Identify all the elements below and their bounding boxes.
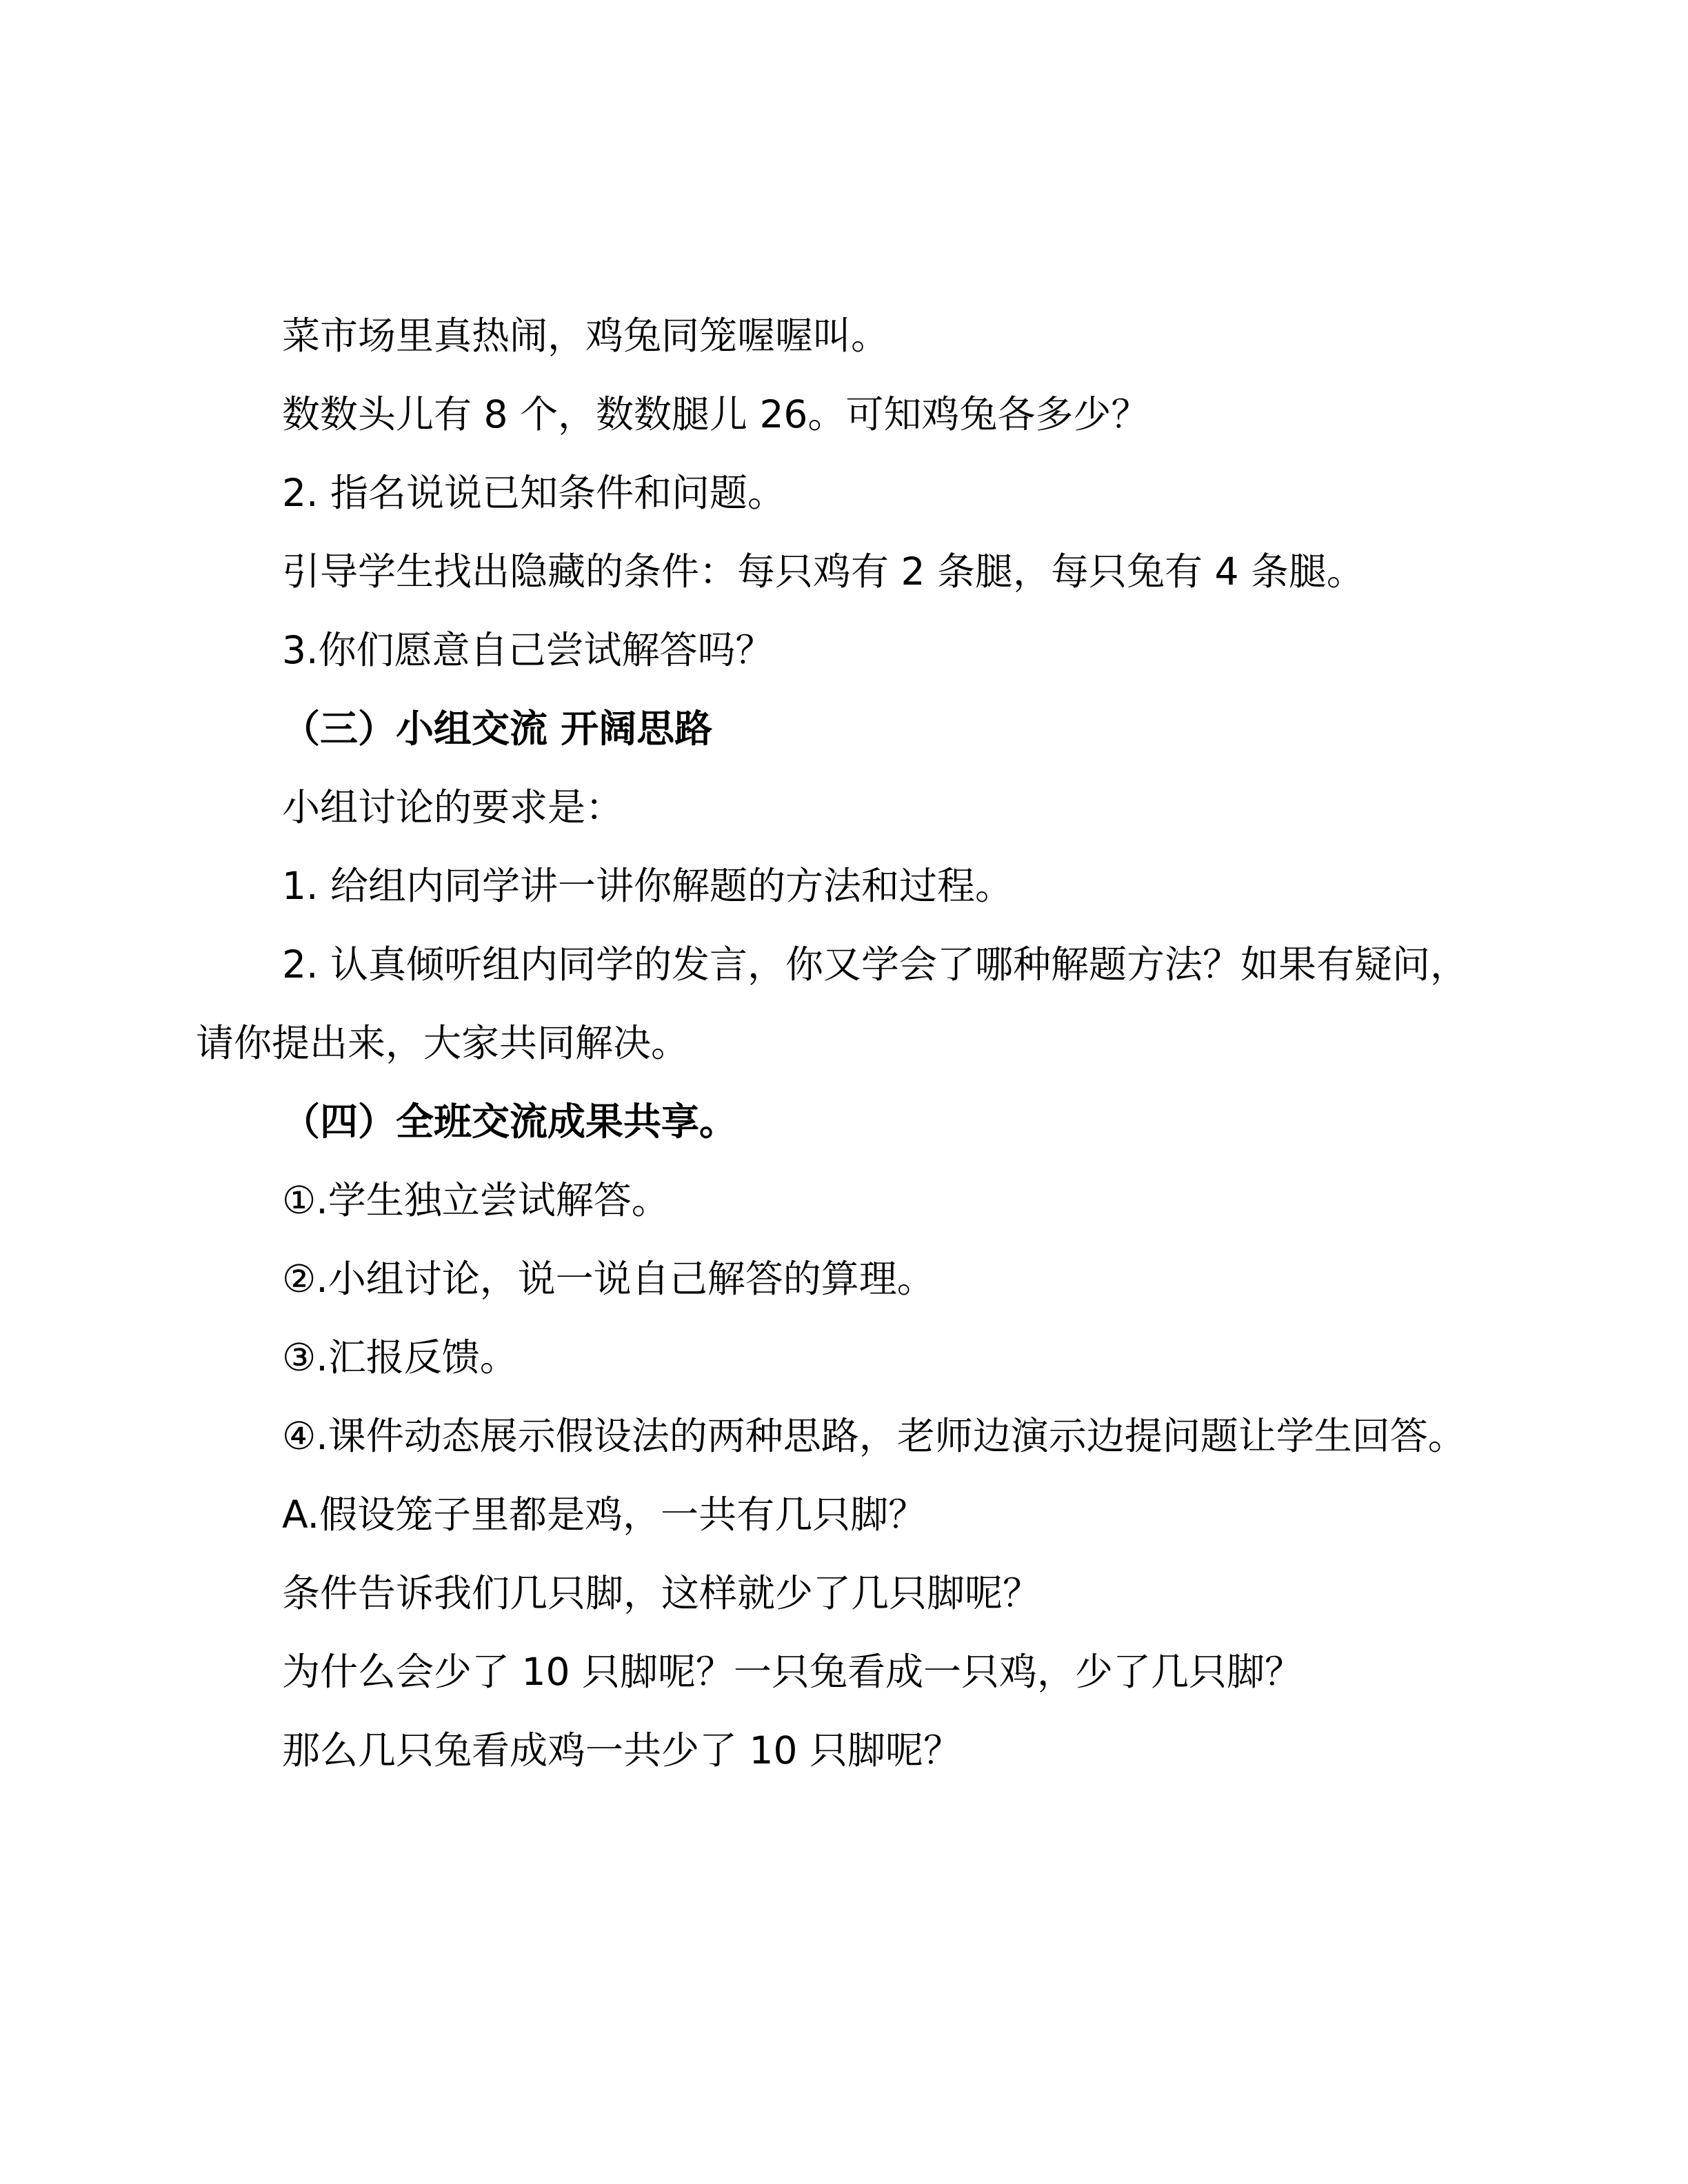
rhyme-line-2: 数数头儿有 8 个，数数腿儿 26。可知鸡兔各多少？: [282, 392, 1149, 436]
question-why-10-feet: 为什么会少了 10 只脚呢？一只兔看成一只鸡，少了几只脚？: [282, 1650, 1303, 1694]
step-3-try-solving: 3.你们愿意自己尝试解答吗？: [282, 628, 774, 672]
section-3-heading: （三）小组交流 开阔思路: [282, 707, 713, 751]
question-how-many-rabbits: 那么几只兔看成鸡一共少了 10 只脚呢？: [282, 1728, 961, 1772]
group-discussion-requirements: 小组讨论的要求是：: [282, 785, 624, 829]
rhyme-line-1: 菜市场里真热闹，鸡兔同笼喔喔叫。: [282, 314, 890, 358]
item-3-report-feedback: ③.汇报反馈。: [282, 1335, 518, 1379]
document-body: [196, 296, 1492, 1790]
question-missing-feet: 条件告诉我们几只脚，这样就少了几只脚呢？: [282, 1571, 1041, 1615]
item-4-courseware-demo: ④.课件动态展示假设法的两种思路，老师边演示边提问题让学生回答。: [282, 1414, 1466, 1458]
item-2-group-discussion: ②.小组讨论，说一说自己解答的算理。: [282, 1257, 935, 1301]
item-1-independent-try: ①.学生独立尝试解答。: [282, 1178, 670, 1222]
section-4-heading: （四）全班交流成果共享。: [282, 1100, 738, 1144]
hidden-conditions: 引导学生找出隐藏的条件：每只鸡有 2 条腿，每只兔有 4 条腿。: [282, 549, 1365, 594]
requirement-1: 1. 给组内同学讲一讲你解题的方法和过程。: [282, 864, 1013, 908]
requirement-2: 2. 认真倾听组内同学的发言，你又学会了哪种解题方法？如果有疑问，请你提出来，大家共同解决。: [196, 942, 1468, 1065]
step-2-known-conditions: 2. 指名说说已知条件和问题。: [282, 471, 785, 515]
assumption-question-a: A.假设笼子里都是鸡，一共有几只脚？: [282, 1493, 927, 1537]
